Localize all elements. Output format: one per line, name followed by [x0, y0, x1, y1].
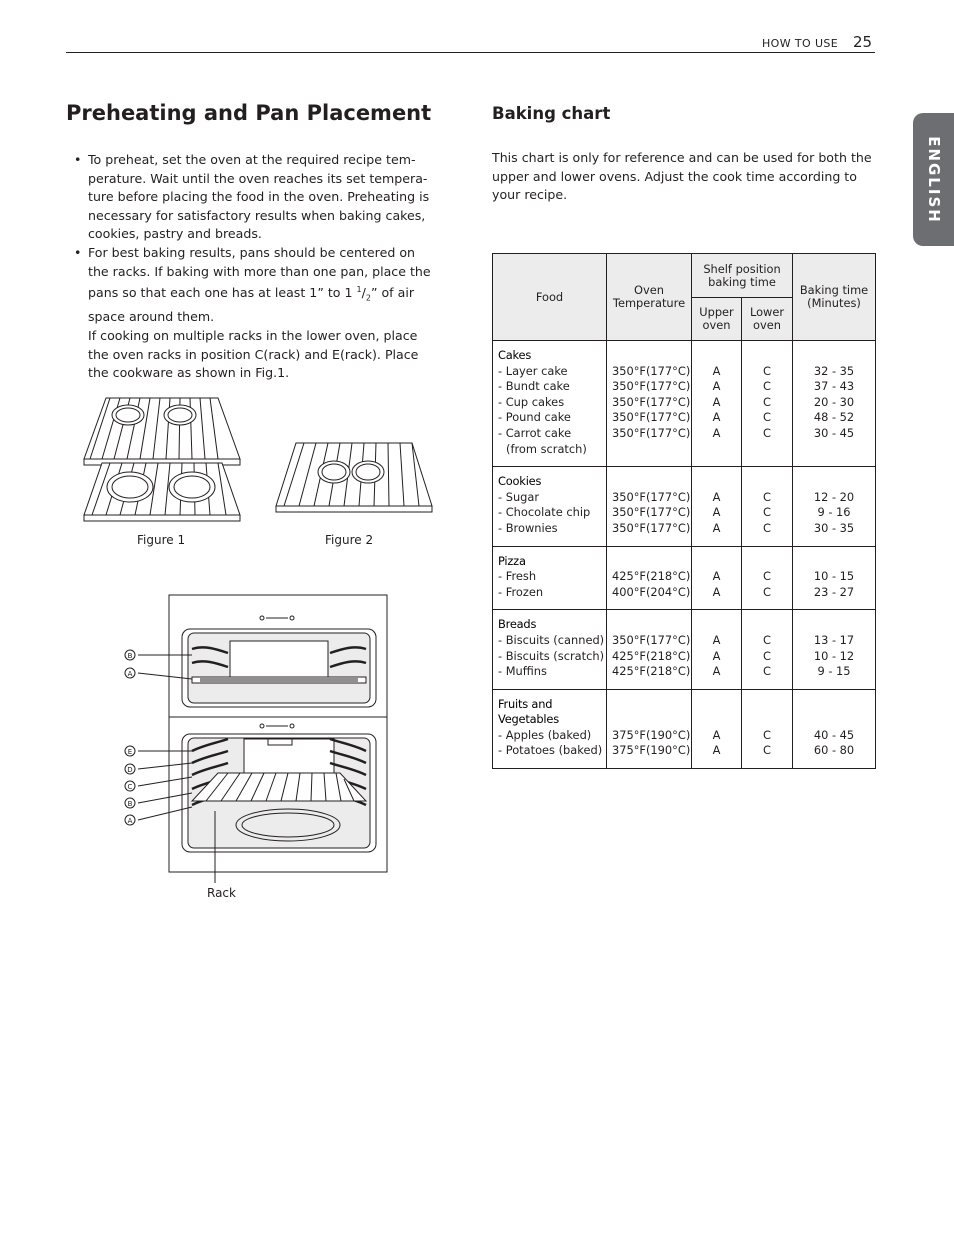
food-item: - Biscuits (scratch): [498, 648, 605, 663]
lower-oven-position: C: [763, 520, 771, 535]
fraction-numerator: 1: [356, 285, 362, 295]
temperature: 375°F(190°C): [612, 727, 691, 742]
upper-oven-position: A: [712, 664, 721, 679]
temperature: 425°F(218°C): [612, 664, 691, 679]
lower-oven-position: C: [763, 648, 771, 663]
upper-oven-position: A: [712, 363, 721, 378]
table-row-cookies: [493, 467, 876, 546]
food-item: - Chocolate chip: [498, 505, 591, 520]
header-baking-time: Baking time (Minutes): [793, 254, 876, 341]
baking-time: 10 - 12: [813, 648, 855, 663]
instruction-preheat: [72, 151, 438, 244]
baking-time: 12 - 20: [813, 489, 855, 504]
baking-chart-title: Baking chart: [492, 104, 611, 123]
upper-position-b-label: B: [127, 652, 133, 660]
double-oven-rack-positions-diagram: [120, 593, 390, 883]
lower-oven-position: C: [763, 664, 771, 679]
food-item: - Biscuits (canned): [498, 632, 605, 647]
running-header-section: HOW TO USE: [762, 37, 839, 50]
upper-oven-position: A: [712, 505, 721, 520]
baking-time: 13 - 17: [813, 632, 855, 647]
temperature: 350°F(177°C): [612, 363, 691, 378]
baking-time: 30 - 45: [813, 425, 855, 440]
header-food: Food: [493, 254, 607, 341]
baking-time: 37 - 43: [813, 379, 855, 394]
baking-time: 60 - 80: [813, 743, 855, 758]
table-row-pizza: [493, 546, 876, 610]
multiple-racks-text: If cooking on multiple racks in the lower oven, place the oven racks in position C(rack) and E(rack). Place the cookware as shown in Fig.1.: [88, 328, 419, 381]
language-tab-label: ENGLISH: [924, 135, 943, 224]
food-item: - Fresh: [498, 569, 537, 584]
rack-caption: Rack: [207, 886, 236, 900]
food-item: - Cup cakes: [498, 394, 565, 409]
group-name: Breads: [498, 617, 537, 632]
lower-oven-position: C: [763, 505, 771, 520]
header-oven-temperature: Oven Temperature: [607, 254, 692, 341]
pan-placement-text-part2: ” of air space around them.: [88, 285, 415, 325]
temperature: 350°F(177°C): [612, 379, 691, 394]
upper-oven-position: A: [712, 425, 721, 440]
food-item: - Potatoes (baked): [498, 743, 603, 758]
baking-time: 32 - 35: [813, 363, 855, 378]
baking-time: 10 - 15: [813, 569, 855, 584]
upper-oven-position: A: [712, 743, 721, 758]
food-item: - Bundt cake: [498, 379, 570, 394]
figure1-caption: Figure 1: [137, 533, 186, 547]
food-item: - Brownies: [498, 520, 558, 535]
food-item: - Layer cake: [498, 363, 568, 378]
lower-oven-position: C: [763, 394, 771, 409]
lower-position-c-label: C: [127, 783, 133, 791]
baking-chart-intro: This chart is only for reference and can be used for both the upper and lower ovens. Adjust the cook time according to your recipe.: [492, 150, 872, 203]
lower-oven-position: C: [763, 425, 771, 440]
language-tab: [913, 113, 954, 246]
group-name-line1: Fruits and: [498, 696, 553, 711]
pan-placement-text-part1: For best baking results, pans should be centered on the racks. If baking with more than one pan, place the pans so that each one has at least 1” to 1: [88, 244, 431, 301]
food-item: - Sugar: [498, 489, 540, 504]
temperature: 350°F(177°C): [612, 505, 691, 520]
figure1-racks-illustration: [80, 395, 245, 525]
food-item: - Muffins: [498, 664, 547, 679]
lower-oven-position: C: [763, 743, 771, 758]
upper-oven-position: A: [712, 569, 721, 584]
temperature: 350°F(177°C): [612, 425, 691, 440]
group-name: Cookies: [498, 474, 542, 489]
upper-oven-position: A: [712, 379, 721, 394]
lower-oven-position: C: [763, 489, 771, 504]
lower-oven-position: C: [763, 727, 771, 742]
temperature: 350°F(177°C): [612, 489, 691, 504]
upper-oven-position: A: [712, 584, 721, 599]
instruction-pan-placement: [72, 244, 438, 383]
group-name: Pizza: [498, 553, 526, 568]
temperature: 350°F(177°C): [612, 520, 691, 535]
baking-time: 30 - 35: [813, 520, 855, 535]
header-lower-oven: Lower oven: [742, 298, 793, 341]
fraction-denominator: 2: [365, 293, 371, 303]
baking-time: 40 - 45: [813, 727, 855, 742]
pan-placement-text: • For best baking results, pans should be centered on the racks. If baking with more than one pan, place the pans so that each one has at least 1” to 1 $^1/_2$” of air space around them.: [88, 244, 431, 325]
section-title: Preheating and Pan Placement: [66, 101, 432, 125]
group-name-line2: Vegetables: [498, 712, 559, 727]
lower-oven-position: C: [763, 584, 771, 599]
food-item: - Carrot cake: [498, 425, 572, 440]
lower-position-d-label: D: [127, 766, 133, 774]
temperature: 425°F(218°C): [612, 569, 691, 584]
figure2-rack-illustration: [272, 440, 437, 520]
lower-oven-position: C: [763, 632, 771, 647]
upper-oven-position: A: [712, 648, 721, 663]
lower-position-e-label: E: [127, 748, 133, 756]
food-item: - Frozen: [498, 584, 544, 599]
upper-oven-position: A: [712, 520, 721, 535]
baking-time: 9 - 15: [817, 664, 851, 679]
food-item-note: (from scratch): [506, 441, 587, 456]
baking-chart-table: [492, 253, 876, 769]
table-row-breads: [493, 610, 876, 689]
temperature: 350°F(177°C): [612, 410, 691, 425]
group-name: Cakes: [498, 348, 532, 362]
upper-oven-position: A: [712, 394, 721, 409]
baking-time: 23 - 27: [813, 584, 855, 599]
instruction-list: [72, 151, 438, 383]
temperature: 350°F(177°C): [612, 632, 691, 647]
lower-oven-position: C: [763, 379, 771, 394]
lower-position-b-label: B: [127, 800, 133, 808]
lower-oven-position: C: [763, 363, 771, 378]
table-row-fruits-and-vegetables: [493, 689, 876, 768]
lower-oven-position: C: [763, 410, 771, 425]
baking-time: 48 - 52: [813, 410, 855, 425]
food-item: - Pound cake: [498, 410, 571, 425]
preheat-text: To preheat, set the oven at the required recipe tem-perature. Wait until the oven reaches its set tempera-ture before placing the food in the oven. Preheating is necessary for satisfactory results when baking cakes, cookies, pastry and breads.: [88, 152, 430, 242]
figure2-caption: Figure 2: [325, 533, 374, 547]
header-shelf-position: Shelf position baking time: [692, 254, 793, 298]
temperature: 375°F(190°C): [612, 743, 691, 758]
temperature: 400°F(204°C): [612, 584, 691, 599]
lower-position-a-label: A: [127, 817, 133, 825]
baking-time: 20 - 30: [813, 394, 855, 409]
temperature: 350°F(177°C): [612, 394, 691, 409]
upper-oven-position: A: [712, 632, 721, 647]
upper-oven-position: A: [712, 410, 721, 425]
food-item: - Apples (baked): [498, 727, 592, 742]
upper-oven-position: A: [712, 489, 721, 504]
lower-oven-position: C: [763, 569, 771, 584]
baking-time: 9 - 16: [817, 505, 851, 520]
page-number: 25: [853, 33, 873, 51]
temperature: 425°F(218°C): [612, 648, 691, 663]
upper-position-a-label: A: [127, 670, 133, 678]
header-rule: [66, 52, 875, 53]
table-row-cakes: [493, 341, 876, 467]
upper-oven-position: A: [712, 727, 721, 742]
header-upper-oven: Upper oven: [692, 298, 742, 341]
